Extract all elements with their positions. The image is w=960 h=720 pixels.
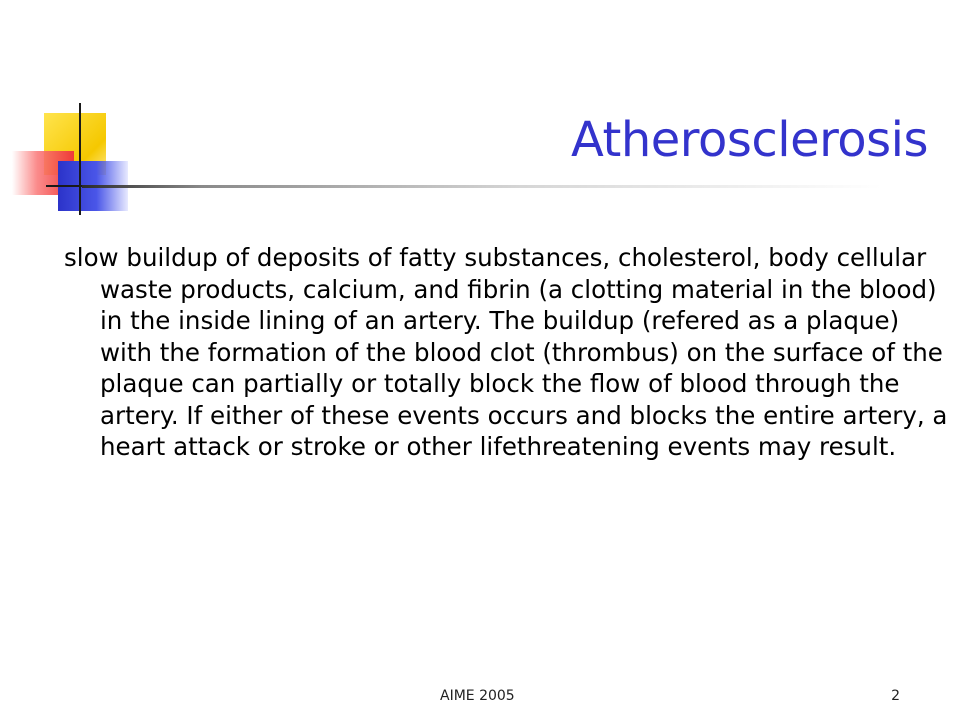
page-number: 2: [891, 688, 900, 704]
slide-title: Atherosclerosis: [571, 112, 928, 168]
logo-vertical-line: [79, 103, 81, 215]
footer-text: AIME 2005: [440, 688, 515, 704]
title-divider: [82, 185, 882, 188]
slide-body-text: slow buildup of deposits of fatty substances, cholesterol, body cellular waste products, calcium, and fibrin (a clotting material in the blood) in the inside lining of an artery. The buildup (refered as a plaque) with the formation of the blood clot (thrombus) on the surface of the plaque can partially or totally block the flow of blood through the artery. If either of these events occurs and blocks the entire artery, a heart attack or stroke or other lifethreatening events may result.: [64, 243, 948, 461]
corner-logo-icon: [0, 95, 140, 225]
